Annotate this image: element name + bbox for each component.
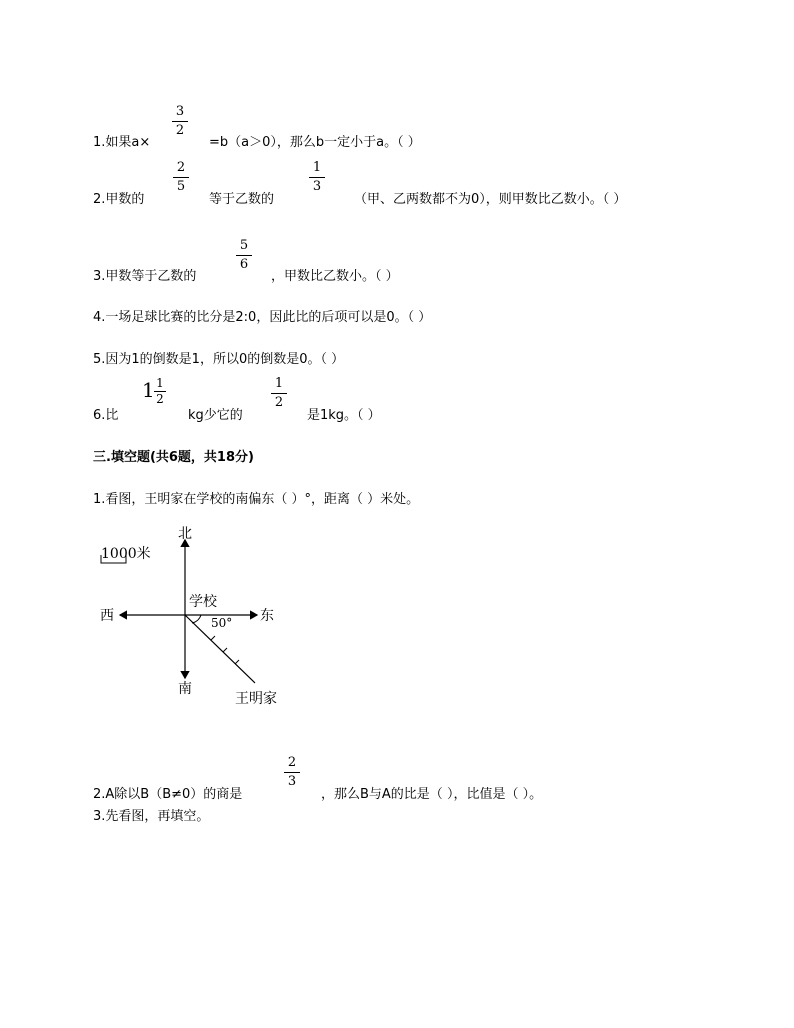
fraction-denominator: 6 [239,257,249,272]
question-5: 5.因为1的倒数是1，所以0的倒数是0。（ ） [93,352,345,367]
school-label: 学校 [189,594,217,610]
fraction-bar [236,255,252,256]
fraction-denominator: 5 [176,179,186,194]
question-6-middle: kg少它的 [188,408,243,423]
fraction-one-third [309,160,325,195]
fraction-numerator: 1 [156,376,164,390]
question-3-suffix: ，甲数比乙数小。（ ） [271,269,399,284]
question-2-prefix: 2.甲数的 [93,192,145,207]
question-1-prefix: 1.如果a× [93,135,151,150]
fill-question-1: 1.看图，王明家在学校的南偏东（ ）°，距离（ ）米处。 [93,492,420,507]
north-label: 北 [178,526,192,542]
distance-tick [211,636,215,640]
south-label: 南 [178,681,192,697]
distance-tick [223,648,227,652]
scale-label: 1000米 [101,546,151,562]
fraction-numerator: 1 [312,160,322,175]
fraction-denominator: 3 [312,179,322,194]
fill-question-3: 3.先看图，再填空。 [93,809,210,824]
question-1-suffix: =b（a＞0），那么b一定小于a。（ ） [209,135,421,150]
fraction-bar [309,177,325,178]
fraction-numerator: 3 [175,104,185,119]
angle-label: 50° [211,616,233,630]
west-label: 西 [100,608,114,624]
fraction-numerator: 1 [274,376,284,391]
east-label: 东 [260,608,274,624]
fraction-two-fifths [173,160,189,195]
section-3-heading: 三.填空题(共6题，共18分) [93,450,254,465]
fraction-denominator: 2 [175,123,185,138]
distance-tick [235,660,239,664]
angle-arc [192,615,201,623]
question-3-prefix: 3.甲数等于乙数的 [93,269,197,284]
question-2-suffix: （甲、乙两数都不为0），则甲数比乙数小。（ ） [354,192,627,207]
fraction-bar [284,772,300,773]
question-4: 4.一场足球比赛的比分是2:0，因此比的后项可以是0。（ ） [93,310,432,325]
fraction-denominator: 2 [156,392,164,406]
question-6-suffix: 是1kg。（ ） [307,408,381,423]
fraction-denominator: 3 [287,774,297,789]
fraction-numerator: 2 [176,160,186,175]
fraction-numerator: 2 [287,755,297,770]
mixed-number-whole: 1 [142,378,155,402]
home-label: 王明家 [235,691,277,707]
direction-map [92,520,292,715]
fraction-one-half [271,376,287,411]
fraction-denominator: 2 [274,395,284,410]
fraction-five-sixths [236,238,252,273]
fraction-two-thirds [284,755,300,790]
fill-question-2-prefix: 2.A除以B（B≠0）的商是 [93,787,243,802]
question-2-middle: 等于乙数的 [209,192,275,207]
question-6-prefix: 6.比 [93,408,119,423]
fraction-numerator: 5 [239,238,249,253]
fill-question-2-suffix: ，那么B与A的比是（ ），比值是（ ）。 [321,787,543,802]
mixed-number-fraction [154,377,166,406]
fraction-bar [173,177,189,178]
fraction-bar [172,121,188,122]
fraction-three-halves [172,104,188,139]
fraction-bar [271,393,287,394]
